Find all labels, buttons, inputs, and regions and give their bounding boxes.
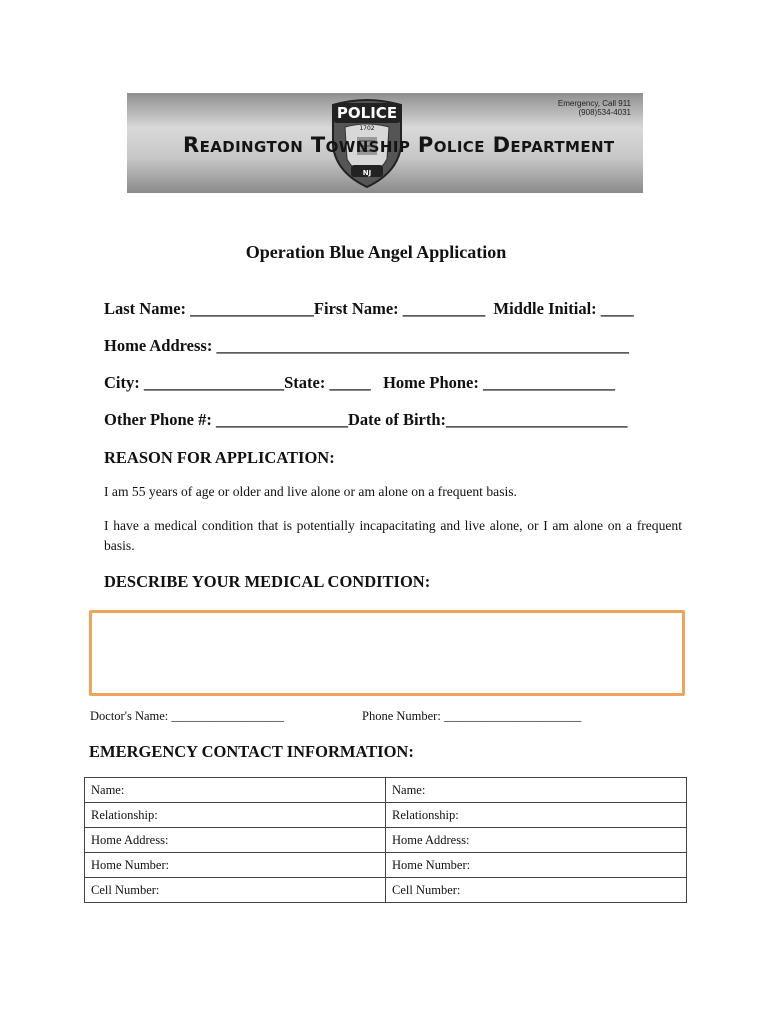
table-row <box>85 853 687 878</box>
emergency-phone: (908)534-4031 <box>578 108 631 117</box>
form-title: Operation Blue Angel Application <box>245 242 507 262</box>
reason-option-medical: I have a medical condition that is potentially incapacitating and live alone, or I am alone on a frequent basis. <box>104 518 682 553</box>
city-state-phone-row[interactable]: City: _________________State: _____ Home Phone: ________________ <box>104 373 616 392</box>
reason-option-age: I am 55 years of age or older and live alone or am alone on a frequent basis. <box>104 484 517 499</box>
emergency-contact-table <box>84 777 687 903</box>
contact1-home-number-cell[interactable]: Home Number: <box>85 853 386 878</box>
medical-condition-field[interactable] <box>89 610 685 696</box>
other-phone-dob-row[interactable]: Other Phone #: ________________Date of Birth:______________________ <box>104 410 628 429</box>
contact2-relationship-cell[interactable]: Relationship: <box>386 803 687 828</box>
emergency-contact-heading: EMERGENCY CONTACT INFORMATION: <box>89 742 414 761</box>
department-banner <box>127 93 643 193</box>
emergency-line: Emergency, Call 911 <box>557 99 631 108</box>
doctor-phone-field[interactable]: Phone Number: ______________________ <box>362 709 582 723</box>
table-row <box>85 803 687 828</box>
badge-year: 1702 <box>359 125 375 132</box>
department-name: Readington Township Police Department <box>183 133 615 157</box>
doctor-name-field[interactable]: Doctor's Name: __________________ <box>90 709 284 723</box>
contact1-relationship-cell[interactable]: Relationship: <box>85 803 386 828</box>
table-row <box>85 828 687 853</box>
badge-word: POLICE <box>336 104 398 122</box>
reason-heading: REASON FOR APPLICATION: <box>104 448 335 467</box>
table-row <box>85 778 687 803</box>
name-row[interactable]: Last Name: _______________First Name: __________ Middle Initial: ____ <box>104 299 634 318</box>
contact1-address-cell[interactable]: Home Address: <box>85 828 386 853</box>
contact2-address-cell[interactable]: Home Address: <box>386 828 687 853</box>
home-address-row[interactable]: Home Address: __________________________________________________ <box>104 336 629 355</box>
contact1-name-cell[interactable]: Name: <box>85 778 386 803</box>
contact2-cell-number-cell[interactable]: Cell Number: <box>386 878 687 903</box>
emergency-contact-info <box>519 99 631 117</box>
table-row <box>85 878 687 903</box>
badge-state: NJ <box>362 169 372 177</box>
contact2-name-cell[interactable]: Name: <box>386 778 687 803</box>
contact1-cell-number-cell[interactable]: Cell Number: <box>85 878 386 903</box>
contact2-home-number-cell[interactable]: Home Number: <box>386 853 687 878</box>
medical-heading: DESCRIBE YOUR MEDICAL CONDITION: <box>104 572 431 591</box>
